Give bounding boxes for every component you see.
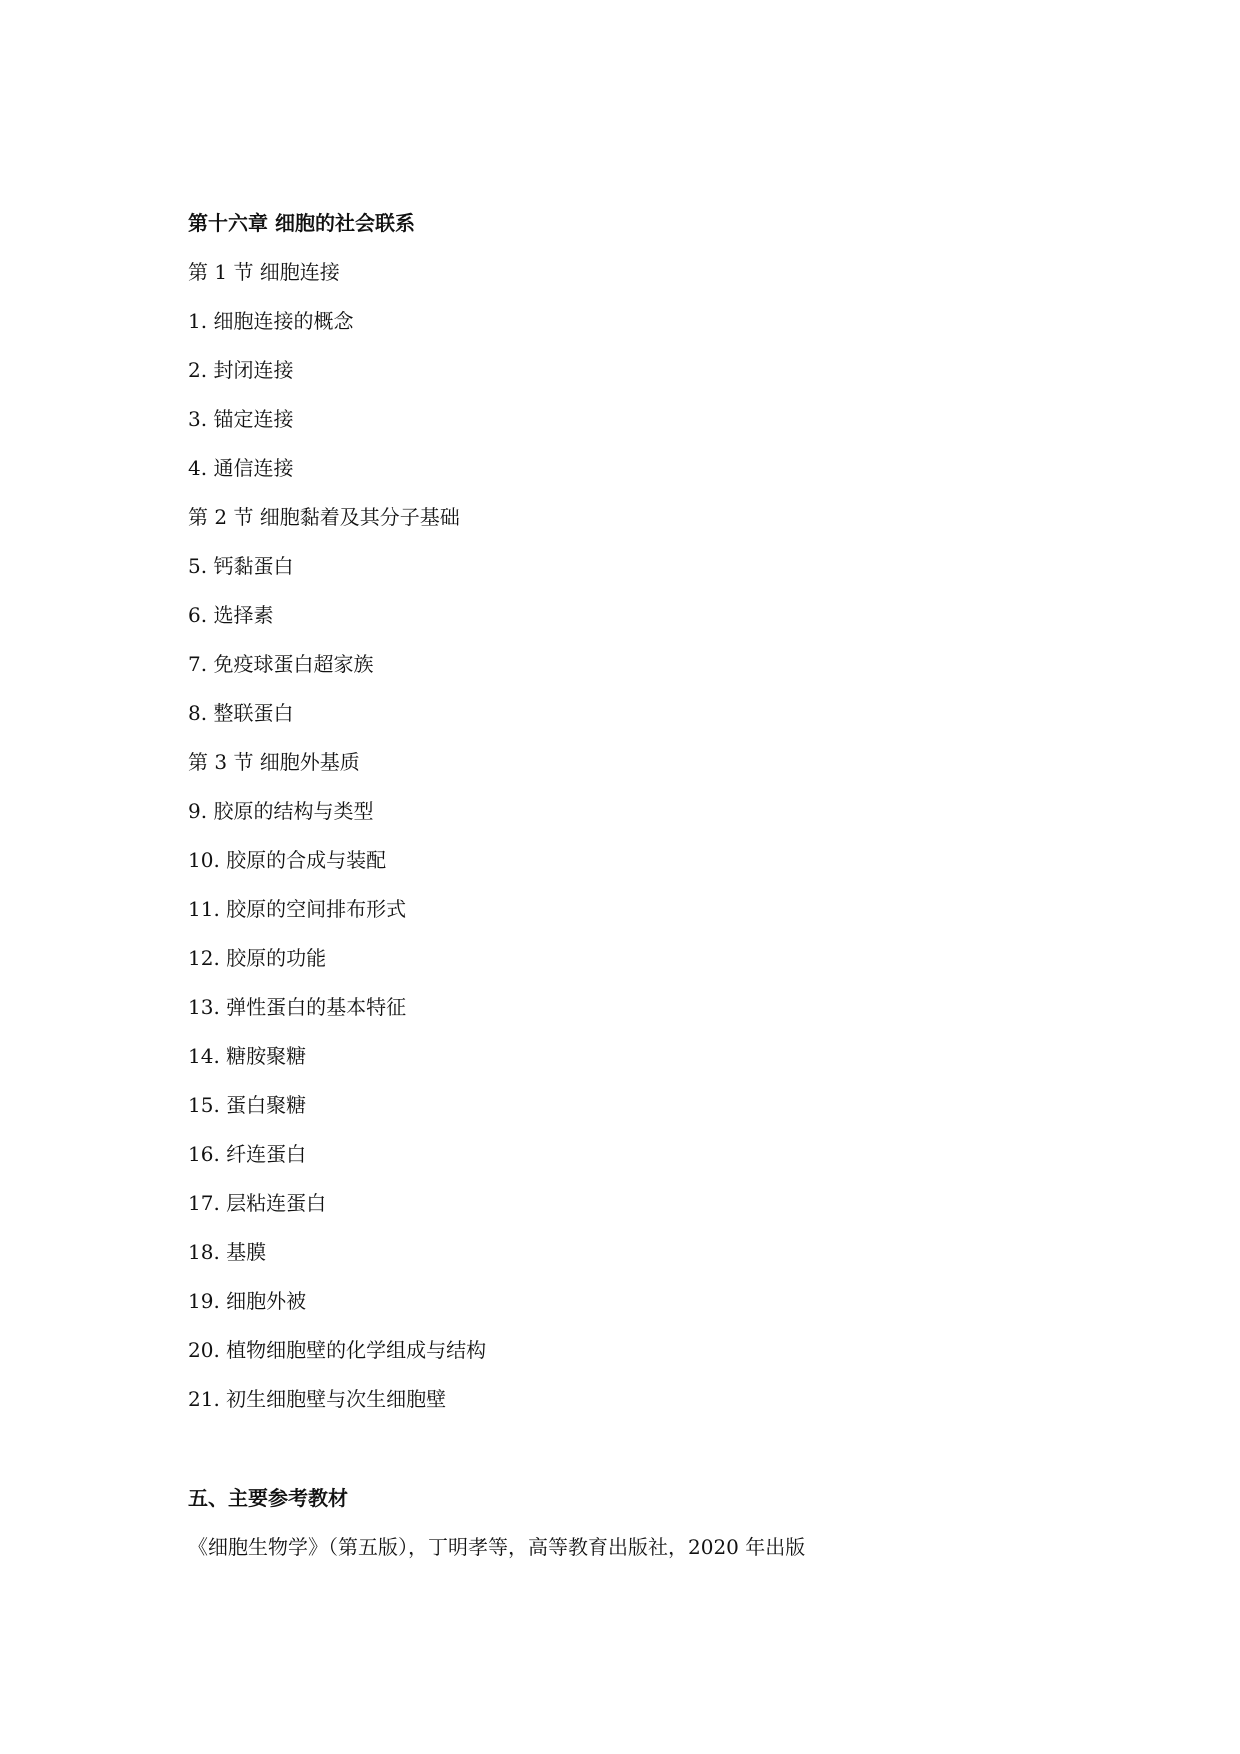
list-item: 7. 免疫球蛋白超家族 (188, 652, 374, 676)
reference-entry: 《细胞生物学》（第五版），丁明孝等，高等教育出版社，2020 年出版 (188, 1535, 806, 1559)
list-item: 6. 选择素 (188, 603, 274, 627)
list-item: 21. 初生细胞壁与次生细胞壁 (188, 1387, 447, 1411)
list-item: 9. 胶原的结构与类型 (188, 799, 374, 823)
list-item: 5. 钙黏蛋白 (188, 554, 294, 578)
chapter-title: 第十六章 细胞的社会联系 (188, 211, 415, 235)
list-item: 17. 层粘连蛋白 (188, 1191, 327, 1215)
references-heading: 五、主要参考教材 (188, 1486, 348, 1510)
list-item: 20. 植物细胞壁的化学组成与结构 (188, 1338, 487, 1362)
list-item: 19. 细胞外被 (188, 1289, 307, 1313)
list-item: 10. 胶原的合成与装配 (188, 848, 387, 872)
list-item: 14. 糖胺聚糖 (188, 1044, 307, 1068)
list-item: 3. 锚定连接 (188, 407, 294, 431)
list-item: 4. 通信连接 (188, 456, 294, 480)
list-item: 16. 纤连蛋白 (188, 1142, 307, 1166)
list-item: 11. 胶原的空间排布形式 (188, 897, 407, 921)
list-item: 1. 细胞连接的概念 (188, 309, 354, 333)
list-item: 8. 整联蛋白 (188, 701, 294, 725)
list-item: 12. 胶原的功能 (188, 946, 327, 970)
list-item: 13. 弹性蛋白的基本特征 (188, 995, 407, 1019)
list-item: 15. 蛋白聚糖 (188, 1093, 307, 1117)
list-item: 18. 基膜 (188, 1240, 267, 1264)
section-heading: 第 3 节 细胞外基质 (188, 750, 360, 774)
section-heading: 第 1 节 细胞连接 (188, 260, 340, 284)
section-heading: 第 2 节 细胞黏着及其分子基础 (188, 505, 460, 529)
list-item: 2. 封闭连接 (188, 358, 294, 382)
